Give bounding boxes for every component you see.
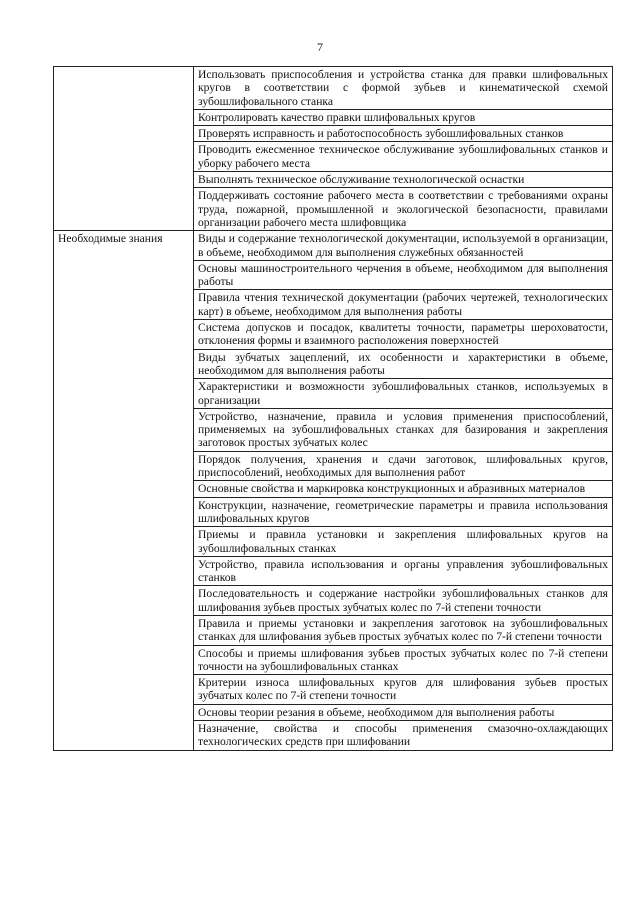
knowledge-item: Назначение, свойства и способы применения смазочно-охлаждающих технологических средств при шлифовании [194,721,613,751]
requirements-table-body [54,67,613,751]
knowledge-item: Конструкции, назначение, геометрические параметры и правила использования шлифовальных кругов [194,497,613,527]
knowledge-item: Характеристики и возможности зубошлифовальных станков, используемых в организации [194,379,613,409]
skills-item: Использовать приспособления и устройства станка для правки шлифовальных кругов в соответствии с формой зубьев и кинематической схемой зубошлифовального станка [194,67,613,110]
knowledge-item: Последовательность и содержание настройки зубошлифовальных станков для шлифования зубьев простых зубчатых колес по 7-й степени точности [194,586,613,616]
knowledge-item: Правила и приемы установки и закрепления заготовок на зубошлифовальных станках для шлифования зубьев простых зубчатых колес по 7-й степени точности [194,615,613,645]
knowledge-item: Виды зубчатых зацеплений, их особенности и характеристики в объеме, необходимом для выполнения работы [194,349,613,379]
knowledge-item: Порядок получения, хранения и сдачи заготовок, шлифовальных кругов, приспособлений, необходимых для выполнения работ [194,451,613,481]
knowledge-item: Критерии износа шлифовальных кругов для шлифования зубьев простых зубчатых колес по 7-й степени точности [194,675,613,705]
skills-section-label [54,67,194,231]
skills-item: Контролировать качество правки шлифовальных кругов [194,109,613,125]
skills-item: Выполнять техническое обслуживание технологической оснастки [194,172,613,188]
knowledge-item: Основы теории резания в объеме, необходимом для выполнения работы [194,704,613,720]
knowledge-item: Приемы и правила установки и закрепления шлифовальных кругов на зубошлифовальных станках [194,527,613,557]
knowledge-item: Система допусков и посадок, квалитеты точности, параметры шероховатости, отклонения формы и взаимного расположения поверхностей [194,320,613,350]
skills-item: Поддерживать состояние рабочего места в соответствии с требованиями охраны труда, пожарной, промышленной и экологической безопасности, правилами организации рабочего места шлифовщика [194,188,613,231]
skills-item: Проверять исправность и работоспособность зубошлифовальных станков [194,126,613,142]
requirements-table [53,66,613,751]
page-number: 7 [317,40,323,54]
knowledge-item: Основные свойства и маркировка конструкционных и абразивных материалов [194,481,613,497]
knowledge-section-label: Необходимые знания [54,231,194,750]
knowledge-item: Устройство, правила использования и органы управления зубошлифовальных станков [194,556,613,586]
knowledge-item: Виды и содержание технологической документации, используемой в организации, в объеме, необходимом для выполнения служебных обязанностей [194,231,613,261]
table-row [54,67,613,110]
knowledge-item: Способы и приемы шлифования зубьев простых зубчатых колес по 7-й степени точности на зубошлифовальных станках [194,645,613,675]
knowledge-item: Основы машиностроительного черчения в объеме, необходимом для выполнения работы [194,260,613,290]
table-row [54,231,613,261]
skills-item: Проводить ежесменное техническое обслуживание зубошлифовальных станков и уборку рабочего места [194,142,613,172]
knowledge-item: Правила чтения технической документации (рабочих чертежей, технологических карт) в объеме, необходимом для выполнения работы [194,290,613,320]
knowledge-item: Устройство, назначение, правила и условия применения приспособлений, применяемых на зубошлифовальных станках для базирования и закрепления заготовок простых зубчатых колес [194,408,613,451]
